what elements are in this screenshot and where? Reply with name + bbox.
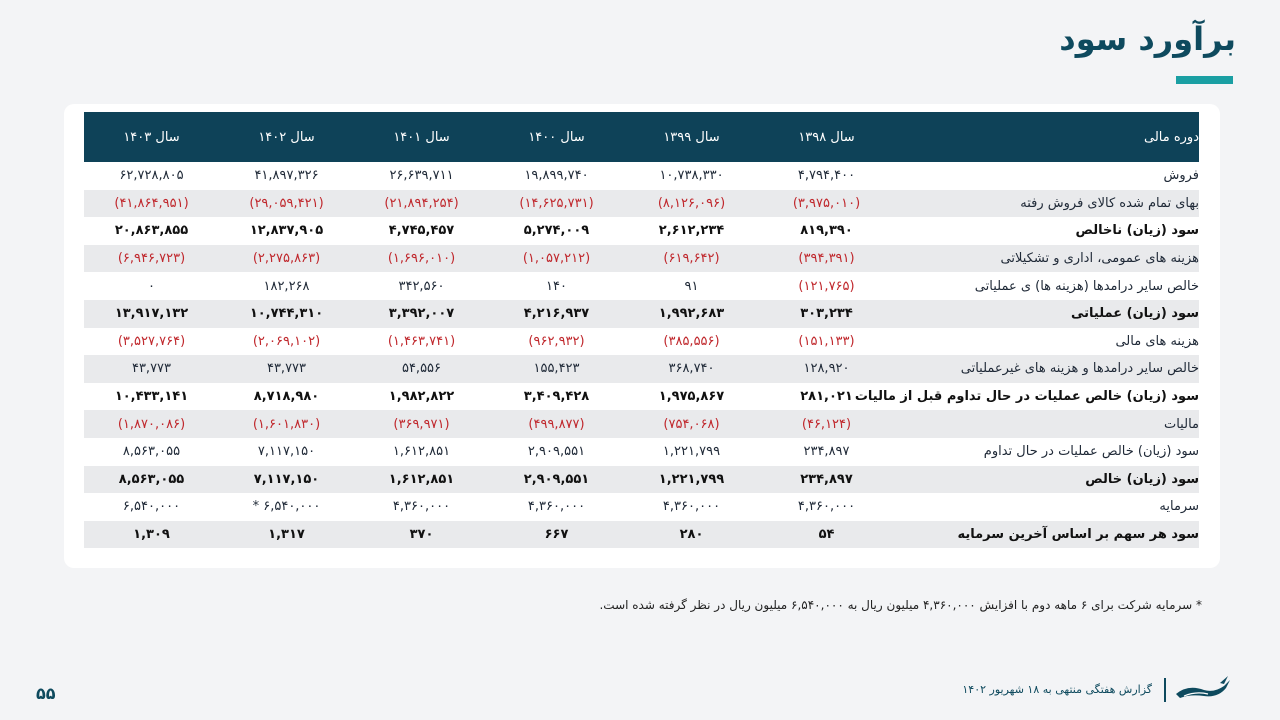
table-cell: ۵۴,۵۵۶ [354,355,489,383]
table-cell: (۶,۹۴۶,۷۲۳) [84,245,219,273]
table-cell: ۶۶۷ [489,521,624,549]
table-cell: ۳۴۲,۵۶۰ [398,278,445,294]
row-label: خالص سایر درامدها (هزینه ها) ی عملیاتی [974,278,1199,294]
table-cell: ۲۳۴,۸۹۷ [759,466,894,494]
table-cell: ۴,۳۶۰,۰۰۰ [662,499,721,515]
table-cell: ۱۸۲,۲۶۸ [263,278,310,294]
row-label: سرمایه [1159,499,1199,515]
row-label: سود هر سهم بر اساس آخرین سرمایه [894,521,1199,549]
table-cell: (۱,۴۶۳,۷۴۱) [387,333,456,349]
table-cell: ۰ [148,278,155,294]
table-cell: ۱,۹۷۵,۸۶۷ [658,389,725,405]
table-cell: ۴,۲۱۶,۹۳۷ [489,300,624,328]
table-cell: ۳,۴۰۹,۴۲۸ [523,389,590,405]
table-row [84,383,1199,411]
table-cell: ۳۰۳,۲۳۴ [759,300,894,328]
table-cell: ۲۳۴,۸۹۷ [803,444,850,460]
row-label: هزینه های مالی [1115,333,1199,349]
table-cell: ۸۱۹,۳۹۰ [800,223,853,239]
table-cell: (۲,۲۷۵,۸۶۳) [219,245,354,273]
table-cell: (۱۲۱,۷۶۵) [798,278,855,294]
header-year: سال ۱۳۹۹ [624,112,759,162]
table-cell: ۱,۳۰۹ [84,521,219,549]
table-row [84,438,1199,466]
header-year: سال ۱۳۹۸ [759,112,894,162]
table-card [64,104,1220,568]
table-cell: (۴۹۹,۸۷۷) [489,410,624,438]
table-cell: (۱,۶۹۶,۰۱۰) [354,245,489,273]
table-row [84,162,1199,190]
profit-estimate-table [84,112,1199,548]
table-cell: ۲۶,۶۳۹,۷۱۱ [389,168,454,184]
table-cell: (۱,۶۰۱,۸۳۰) [219,410,354,438]
table-cell: ۱۰,۷۴۴,۳۱۰ [219,300,354,328]
table-cell: ۱۴۰ [546,278,567,294]
table-row [84,190,1199,218]
row-label: هزینه های عمومی، اداری و تشکیلاتی [894,245,1199,273]
table-cell: ۱,۹۹۲,۶۸۳ [624,300,759,328]
table-cell: ۶,۵۴۰,۰۰۰ [122,499,181,515]
table-row [84,521,1199,549]
table-cell: ۸,۵۶۳,۰۵۵ [122,444,181,460]
table-cell: ۲,۶۱۲,۲۳۴ [658,223,725,239]
table-cell: ۴۳,۷۷۳ [84,355,219,383]
table-cell: (۱۴,۶۲۵,۷۳۱) [489,190,624,218]
table-row [84,328,1199,356]
table-cell: ۲,۹۰۹,۵۵۱ [489,466,624,494]
table-cell: (۹۶۲,۹۳۲) [528,333,585,349]
table-row [84,272,1199,300]
table-row [84,466,1199,494]
header-fiscal-period: دوره مالی [894,112,1199,162]
table-cell: (۶۱۹,۶۴۲) [624,245,759,273]
table-cell: (۱,۸۷۰,۰۸۶) [84,410,219,438]
table-cell: ۶۲,۷۲۸,۸۰۵ [119,168,184,184]
table-cell: ۴,۷۹۴,۴۰۰ [797,168,856,184]
table-cell: (۲۱,۸۹۴,۲۵۴) [354,190,489,218]
header-year: سال ۱۴۰۳ [84,112,219,162]
page-title: برآورد سود [1059,20,1236,58]
table-cell: ۴۱,۸۹۷,۳۲۶ [254,168,319,184]
table-cell: ۱۰,۷۳۸,۳۳۰ [659,168,724,184]
table-cell: ۲۸۰ [624,521,759,549]
table-cell: (۱۵۱,۱۳۳) [798,333,855,349]
table-cell: ۷,۱۱۷,۱۵۰ [257,444,316,460]
table-cell: (۳,۹۷۵,۰۱۰) [759,190,894,218]
table-cell: ۱۲۸,۹۲۰ [759,355,894,383]
table-cell: ۵۴ [759,521,894,549]
row-label: مالیات [894,410,1199,438]
table-cell: (۷۵۴,۰۶۸) [624,410,759,438]
table-cell: (۴۱,۸۶۴,۹۵۱) [84,190,219,218]
table-row [84,493,1199,521]
table-cell: ۳۶۸,۷۴۰ [624,355,759,383]
table-cell: ۲۸۱,۰۲۱ [800,389,853,405]
table-cell: (۳۶۹,۹۷۱) [354,410,489,438]
table-cell: ۱۵۵,۴۲۳ [489,355,624,383]
table-cell: (۲۹,۰۵۹,۴۲۱) [219,190,354,218]
title-underline [1176,76,1233,84]
table-cell: ۴,۳۶۰,۰۰۰ [392,499,451,515]
table-cell: ۱۰,۴۳۳,۱۴۱ [114,389,189,405]
table-cell: ۱,۲۲۱,۷۹۹ [624,466,759,494]
table-cell: ۹۱ [684,278,699,294]
table-cell: (۴۶,۱۲۴) [759,410,894,438]
footer-divider [1164,678,1166,702]
row-label: سود (زیان) خالص عملیات در حال تداوم قبل از مالیات [854,389,1199,405]
table-cell: ۴,۳۶۰,۰۰۰ [797,499,856,515]
table-cell: ۲۰,۸۶۳,۸۵۵ [114,223,189,239]
table-cell: ۱,۹۸۲,۸۲۲ [388,389,455,405]
table-cell: (۲,۰۶۹,۱۰۲) [252,333,321,349]
row-label: سود (زیان) عملیاتی [894,300,1199,328]
table-cell: ۸,۷۱۸,۹۸۰ [253,389,320,405]
table-cell: ۷,۱۱۷,۱۵۰ [219,466,354,494]
table-cell: ۳۷۰ [354,521,489,549]
table-cell: ۴,۷۴۵,۴۵۷ [388,223,455,239]
table-cell: ۱۹,۸۹۹,۷۴۰ [524,168,589,184]
header-year: سال ۱۴۰۱ [354,112,489,162]
table-cell: ۳,۳۹۲,۰۰۷ [354,300,489,328]
row-label: بهای تمام شده کالای فروش رفته [894,190,1199,218]
table-cell: ۸,۵۶۳,۰۵۵ [84,466,219,494]
table-cell: ۴۳,۷۷۳ [219,355,354,383]
page-number: ۵۵ [36,684,56,703]
table-cell: ۶,۵۴۰,۰۰۰ * [252,499,321,515]
table-cell: (۳۸۵,۵۵۶) [663,333,720,349]
table-cell: ۱۳,۹۱۷,۱۳۲ [84,300,219,328]
table-cell: ۵,۲۷۴,۰۰۹ [523,223,590,239]
table-cell: (۱,۰۵۷,۲۱۲) [489,245,624,273]
table-cell: ۱,۲۲۱,۷۹۹ [662,444,721,460]
row-label: سود (زیان) خالص عملیات در حال تداوم [983,444,1199,460]
table-cell: ۴,۳۶۰,۰۰۰ [527,499,586,515]
row-label: خالص سایر درامدها و هزینه های غیرعملیاتی [894,355,1199,383]
table-cell: (۳,۵۲۷,۷۶۴) [117,333,186,349]
report-label: گزارش هفتگی منتهی به ۱۸ شهریور ۱۴۰۲ [962,683,1152,696]
table-cell: (۸,۱۲۶,۰۹۶) [624,190,759,218]
row-label: سود (زیان) خالص [894,466,1199,494]
header-year: سال ۱۴۰۰ [489,112,624,162]
row-label: فروش [1163,168,1199,184]
table-cell: (۳۹۴,۳۹۱) [759,245,894,273]
company-logo-icon [1174,674,1234,704]
table-row [84,410,1199,438]
table-header-row [84,112,1199,162]
table-row [84,300,1199,328]
table-row [84,217,1199,245]
table-row [84,245,1199,273]
table-cell: ۱,۳۱۷ [219,521,354,549]
header-year: سال ۱۴۰۲ [219,112,354,162]
table-cell: ۱۲,۸۳۷,۹۰۵ [249,223,324,239]
table-cell: ۱,۶۱۲,۸۵۱ [392,444,451,460]
table-row [84,355,1199,383]
footnote: * سرمایه شرکت برای ۶ ماهه دوم با افزایش ۴,۳۶۰,۰۰۰ میلیون ریال به ۶,۵۴۰,۰۰۰ میلیون ریال در نظر گرفته شده است. [599,598,1202,612]
table-cell: ۱,۶۱۲,۸۵۱ [354,466,489,494]
table-cell: ۲,۹۰۹,۵۵۱ [527,444,586,460]
row-label: سود (زیان) ناخالص [1075,223,1199,239]
